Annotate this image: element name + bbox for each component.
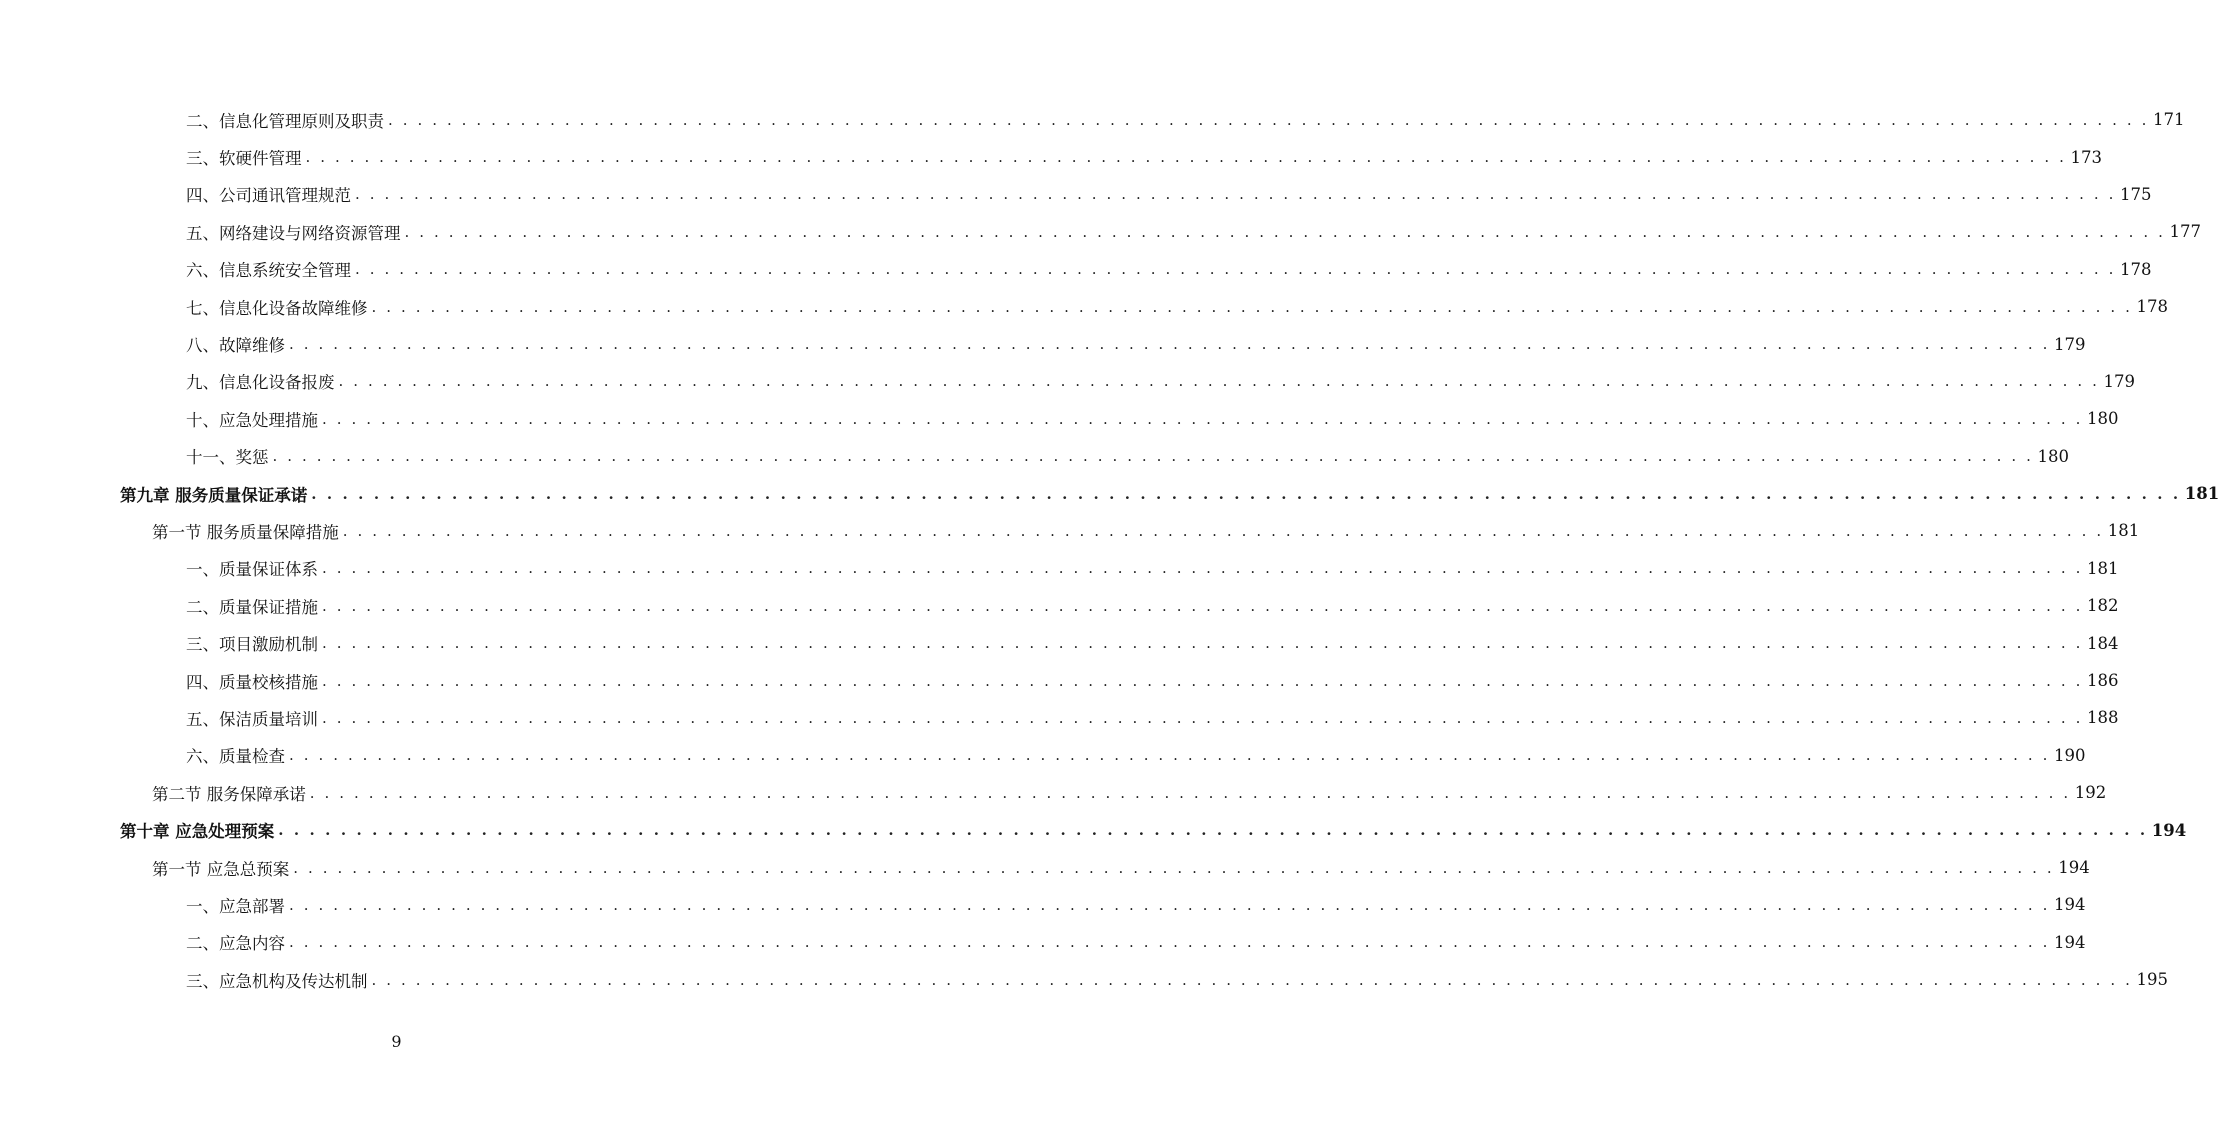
toc-chapter-entry[interactable] bbox=[0, 811, 2187, 848]
toc-item-entry[interactable] bbox=[0, 438, 2069, 475]
toc-item-entry[interactable] bbox=[0, 101, 2185, 138]
toc-dot-leader: . . . . . . . . . . . . . . . . . . . . . . . . . . . . . . . . . . . . . . . . . . . . . . . . . . . . . . . . . . . . . . . . . . . . . . . . . . . . . . . . . . . . . . . . . . . . . . . . . . . . . . . . . . . . . . . . . . . . . . . . bbox=[289, 895, 2050, 914]
toc-dot-leader: . . . . . . . . . . . . . . . . . . . . . . . . . . . . . . . . . . . . . . . . . . . . . . . . . . . . . . . . . . . . . . . . . . . . . . . . . . . . . . . . . . . . . . . . . . . . . . . . . . . . . . . . . . . . . . . . . . . . . . . . bbox=[371, 970, 2133, 989]
toc-entry-page: 186 bbox=[2086, 671, 2119, 691]
toc-entry-page: 194 bbox=[2058, 858, 2090, 877]
toc-dot-leader: . . . . . . . . . . . . . . . . . . . . . . . . . . . . . . . . . . . . . . . . . . . . . . . . . . . . . . . . . . . . . . . . . . . . . . . . . . . . . . . . . . . . . . . . . . . . . . . . . . . . . . . . . . . . . . . . . . . . . . . . bbox=[289, 746, 2050, 765]
toc-entry-page: 190 bbox=[2053, 745, 2086, 765]
toc-item-entry[interactable] bbox=[0, 662, 2119, 699]
toc-entry-page: 178 bbox=[2119, 259, 2152, 279]
toc-dot-leader: . . . . . . . . . . . . . . . . . . . . . . . . . . . . . . . . . . . . . . . . . . . . . . . . . . . . . . . . . . . . . . . . . . . . . . . . . . . . . . . . . . . . . . . . . . . . . . . . . . . . . . . . . . . . . . . . . . . . . . . . bbox=[289, 335, 2050, 354]
toc-entry-label: 二、信息化管理原则及职责 bbox=[186, 111, 384, 131]
toc-dot-leader: . . . . . . . . . . . . . . . . . . . . . . . . . . . . . . . . . . . . . . . . . . . . . . . . . . . . . . . . . . . . . . . . . . . . . . . . . . . . . . . . . . . . . . . . . . . . . . . . . . . . . . . . . . . . . . . . . . . . . . . . bbox=[278, 821, 2148, 840]
toc-dot-leader: . . . . . . . . . . . . . . . . . . . . . . . . . . . . . . . . . . . . . . . . . . . . . . . . . . . . . . . . . . . . . . . . . . . . . . . . . . . . . . . . . . . . . . . . . . . . . . . . . . . . . . . . . . . . . . . . . . . . . . . . bbox=[272, 447, 2034, 466]
toc-entry-page: 179 bbox=[2053, 334, 2086, 354]
toc-entry-label: 第一节 应急总预案 bbox=[152, 859, 290, 879]
toc-item-entry[interactable] bbox=[0, 961, 2168, 998]
toc-item-entry[interactable] bbox=[0, 886, 2086, 923]
toc-dot-leader: . . . . . . . . . . . . . . . . . . . . . . . . . . . . . . . . . . . . . . . . . . . . . . . . . . . . . . . . . . . . . . . . . . . . . . . . . . . . . . . . . . . . . . . . . . . . . . . . . . . . . . . . . . . . . . . . . . . . . . . . bbox=[305, 148, 2067, 167]
toc-entry-label: 三、应急机构及传达机制 bbox=[186, 971, 368, 991]
toc-entry-page: 181 bbox=[2184, 484, 2219, 504]
toc-item-entry[interactable] bbox=[0, 138, 2102, 175]
toc-entry-page: 180 bbox=[2037, 446, 2069, 466]
toc-entry-page: 194 bbox=[2053, 895, 2086, 915]
toc-entry-label: 九、信息化设备报废 bbox=[186, 373, 335, 393]
toc-item-entry[interactable] bbox=[0, 213, 2201, 250]
toc-entry-page: 180 bbox=[2086, 409, 2119, 429]
toc-dot-leader: . . . . . . . . . . . . . . . . . . . . . . . . . . . . . . . . . . . . . . . . . . . . . . . . . . . . . . . . . . . . . . . . . . . . . . . . . . . . . . . . . . . . . . . . . . . . . . . . . . . . . . . . . . . . . . . . . . . . . . . . bbox=[311, 484, 2181, 503]
toc-item-entry[interactable] bbox=[0, 550, 2119, 587]
toc-item-entry[interactable] bbox=[0, 251, 2152, 288]
toc-entry-label: 四、质量校核措施 bbox=[186, 672, 318, 692]
toc-entry-label: 四、公司通讯管理规范 bbox=[186, 186, 351, 206]
toc-entry-label: 六、信息系统安全管理 bbox=[186, 261, 351, 281]
toc-item-entry[interactable] bbox=[0, 587, 2119, 624]
toc-entry-page: 181 bbox=[2086, 558, 2119, 578]
toc-section-entry[interactable] bbox=[0, 512, 2140, 549]
toc-entry-page: 181 bbox=[2107, 521, 2140, 541]
toc-entry-label: 三、项目激励机制 bbox=[186, 635, 318, 655]
toc-dot-leader: . . . . . . . . . . . . . . . . . . . . . . . . . . . . . . . . . . . . . . . . . . . . . . . . . . . . . . . . . . . . . . . . . . . . . . . . . . . . . . . . . . . . . . . . . . . . . . . . . . . . . . . . . . . . . . . . . . . . . . . . bbox=[371, 297, 2133, 316]
toc-dot-leader: . . . . . . . . . . . . . . . . . . . . . . . . . . . . . . . . . . . . . . . . . . . . . . . . . . . . . . . . . . . . . . . . . . . . . . . . . . . . . . . . . . . . . . . . . . . . . . . . . . . . . . . . . . . . . . . . . . . . . . . . bbox=[388, 110, 2149, 129]
toc-item-entry[interactable] bbox=[0, 624, 2119, 661]
page-number: 9 bbox=[391, 1032, 402, 1051]
toc-entry-page: 195 bbox=[2136, 970, 2168, 990]
toc-entry-page: 184 bbox=[2086, 633, 2119, 653]
toc-entry-label: 八、故障维修 bbox=[186, 336, 285, 356]
toc-item-entry[interactable] bbox=[0, 325, 2086, 362]
toc-dot-leader: . . . . . . . . . . . . . . . . . . . . . . . . . . . . . . . . . . . . . . . . . . . . . . . . . . . . . . . . . . . . . . . . . . . . . . . . . . . . . . . . . . . . . . . . . . . . . . . . . . . . . . . . . . . . . . . . . . . . . . . . bbox=[309, 783, 2071, 802]
toc-dot-leader: . . . . . . . . . . . . . . . . . . . . . . . . . . . . . . . . . . . . . . . . . . . . . . . . . . . . . . . . . . . . . . . . . . . . . . . . . . . . . . . . . . . . . . . . . . . . . . . . . . . . . . . . . . . . . . . . . . . . . . . . bbox=[342, 521, 2104, 540]
toc-entry-label: 十、应急处理措施 bbox=[186, 410, 318, 430]
toc-entry-label: 二、质量保证措施 bbox=[186, 597, 318, 617]
toc-item-entry[interactable] bbox=[0, 737, 2086, 774]
toc-dot-leader: . . . . . . . . . . . . . . . . . . . . . . . . . . . . . . . . . . . . . . . . . . . . . . . . . . . . . . . . . . . . . . . . . . . . . . . . . . . . . . . . . . . . . . . . . . . . . . . . . . . . . . . . . . . . . . . . . . . . . . . . bbox=[322, 409, 2083, 428]
toc-dot-leader: . . . . . . . . . . . . . . . . . . . . . . . . . . . . . . . . . . . . . . . . . . . . . . . . . . . . . . . . . . . . . . . . . . . . . . . . . . . . . . . . . . . . . . . . . . . . . . . . . . . . . . . . . . . . . . . . . . . . . . . . bbox=[322, 671, 2083, 690]
toc-dot-leader: . . . . . . . . . . . . . . . . . . . . . . . . . . . . . . . . . . . . . . . . . . . . . . . . . . . . . . . . . . . . . . . . . . . . . . . . . . . . . . . . . . . . . . . . . . . . . . . . . . . . . . . . . . . . . . . . . . . . . . . . bbox=[322, 708, 2083, 727]
toc-entry-page: 171 bbox=[2152, 110, 2185, 130]
toc-entry-page: 173 bbox=[2070, 147, 2102, 167]
toc-dot-leader: . . . . . . . . . . . . . . . . . . . . . . . . . . . . . . . . . . . . . . . . . . . . . . . . . . . . . . . . . . . . . . . . . . . . . . . . . . . . . . . . . . . . . . . . . . . . . . . . . . . . . . . . . . . . . . . . . . . . . . . . bbox=[338, 372, 2100, 391]
toc-entry-label: 二、应急内容 bbox=[186, 934, 285, 954]
toc-item-entry[interactable] bbox=[0, 363, 2135, 400]
toc-dot-leader: . . . . . . . . . . . . . . . . . . . . . . . . . . . . . . . . . . . . . . . . . . . . . . . . . . . . . . . . . . . . . . . . . . . . . . . . . . . . . . . . . . . . . . . . . . . . . . . . . . . . . . . . . . . . . . . . . . . . . . . . bbox=[293, 858, 2055, 877]
toc-dot-leader: . . . . . . . . . . . . . . . . . . . . . . . . . . . . . . . . . . . . . . . . . . . . . . . . . . . . . . . . . . . . . . . . . . . . . . . . . . . . . . . . . . . . . . . . . . . . . . . . . . . . . . . . . . . . . . . . . . . . . . . . bbox=[355, 185, 2116, 204]
toc-item-entry[interactable] bbox=[0, 288, 2168, 325]
toc-entry-label: 十一、奖惩 bbox=[186, 448, 269, 468]
toc-entry-page: 177 bbox=[2169, 222, 2201, 242]
toc-dot-leader: . . . . . . . . . . . . . . . . . . . . . . . . . . . . . . . . . . . . . . . . . . . . . . . . . . . . . . . . . . . . . . . . . . . . . . . . . . . . . . . . . . . . . . . . . . . . . . . . . . . . . . . . . . . . . . . . . . . . . . . . bbox=[355, 260, 2116, 279]
table-of-contents bbox=[0, 101, 2219, 998]
toc-entry-label: 三、软硬件管理 bbox=[186, 149, 302, 169]
toc-dot-leader: . . . . . . . . . . . . . . . . . . . . . . . . . . . . . . . . . . . . . . . . . . . . . . . . . . . . . . . . . . . . . . . . . . . . . . . . . . . . . . . . . . . . . . . . . . . . . . . . . . . . . . . . . . . . . . . . . . . . . . . . bbox=[322, 596, 2083, 615]
toc-dot-leader: . . . . . . . . . . . . . . . . . . . . . . . . . . . . . . . . . . . . . . . . . . . . . . . . . . . . . . . . . . . . . . . . . . . . . . . . . . . . . . . . . . . . . . . . . . . . . . . . . . . . . . . . . . . . . . . . . . . . . . . . bbox=[322, 559, 2083, 578]
toc-entry-label: 七、信息化设备故障维修 bbox=[186, 298, 368, 318]
toc-dot-leader: . . . . . . . . . . . . . . . . . . . . . . . . . . . . . . . . . . . . . . . . . . . . . . . . . . . . . . . . . . . . . . . . . . . . . . . . . . . . . . . . . . . . . . . . . . . . . . . . . . . . . . . . . . . . . . . . . . . . . . . . bbox=[289, 933, 2050, 952]
toc-entry-label: 五、网络建设与网络资源管理 bbox=[186, 223, 401, 243]
toc-chapter-entry[interactable] bbox=[0, 475, 2219, 512]
toc-entry-label: 第九章 服务质量保证承诺 bbox=[120, 485, 308, 505]
toc-entry-page: 194 bbox=[2053, 932, 2086, 952]
toc-entry-page: 175 bbox=[2119, 184, 2152, 204]
toc-entry-page: 182 bbox=[2086, 596, 2119, 616]
toc-entry-page: 178 bbox=[2136, 297, 2168, 317]
toc-item-entry[interactable] bbox=[0, 924, 2086, 961]
toc-entry-page: 194 bbox=[2151, 820, 2187, 840]
toc-entry-label: 一、应急部署 bbox=[186, 896, 285, 916]
toc-dot-leader: . . . . . . . . . . . . . . . . . . . . . . . . . . . . . . . . . . . . . . . . . . . . . . . . . . . . . . . . . . . . . . . . . . . . . . . . . . . . . . . . . . . . . . . . . . . . . . . . . . . . . . . . . . . . . . . . . . . . . . . . bbox=[322, 634, 2083, 653]
toc-entry-page: 188 bbox=[2086, 708, 2119, 728]
toc-entry-page: 192 bbox=[2074, 783, 2107, 803]
toc-item-entry[interactable] bbox=[0, 176, 2152, 213]
toc-entry-label: 第一节 服务质量保障措施 bbox=[152, 522, 339, 542]
toc-section-entry[interactable] bbox=[0, 849, 2090, 886]
toc-entry-label: 第十章 应急处理预案 bbox=[120, 822, 275, 842]
toc-entry-page: 179 bbox=[2103, 371, 2135, 391]
toc-entry-label: 五、保洁质量培训 bbox=[186, 709, 318, 729]
toc-item-entry[interactable] bbox=[0, 699, 2119, 736]
toc-entry-label: 一、质量保证体系 bbox=[186, 560, 318, 580]
toc-entry-label: 第二节 服务保障承诺 bbox=[152, 784, 306, 804]
toc-section-entry[interactable] bbox=[0, 774, 2107, 811]
toc-item-entry[interactable] bbox=[0, 400, 2119, 437]
toc-dot-leader: . . . . . . . . . . . . . . . . . . . . . . . . . . . . . . . . . . . . . . . . . . . . . . . . . . . . . . . . . . . . . . . . . . . . . . . . . . . . . . . . . . . . . . . . . . . . . . . . . . . . . . . . . . . . . . . . . . . . . . . . bbox=[404, 222, 2166, 241]
toc-entry-label: 六、质量检查 bbox=[186, 747, 285, 767]
